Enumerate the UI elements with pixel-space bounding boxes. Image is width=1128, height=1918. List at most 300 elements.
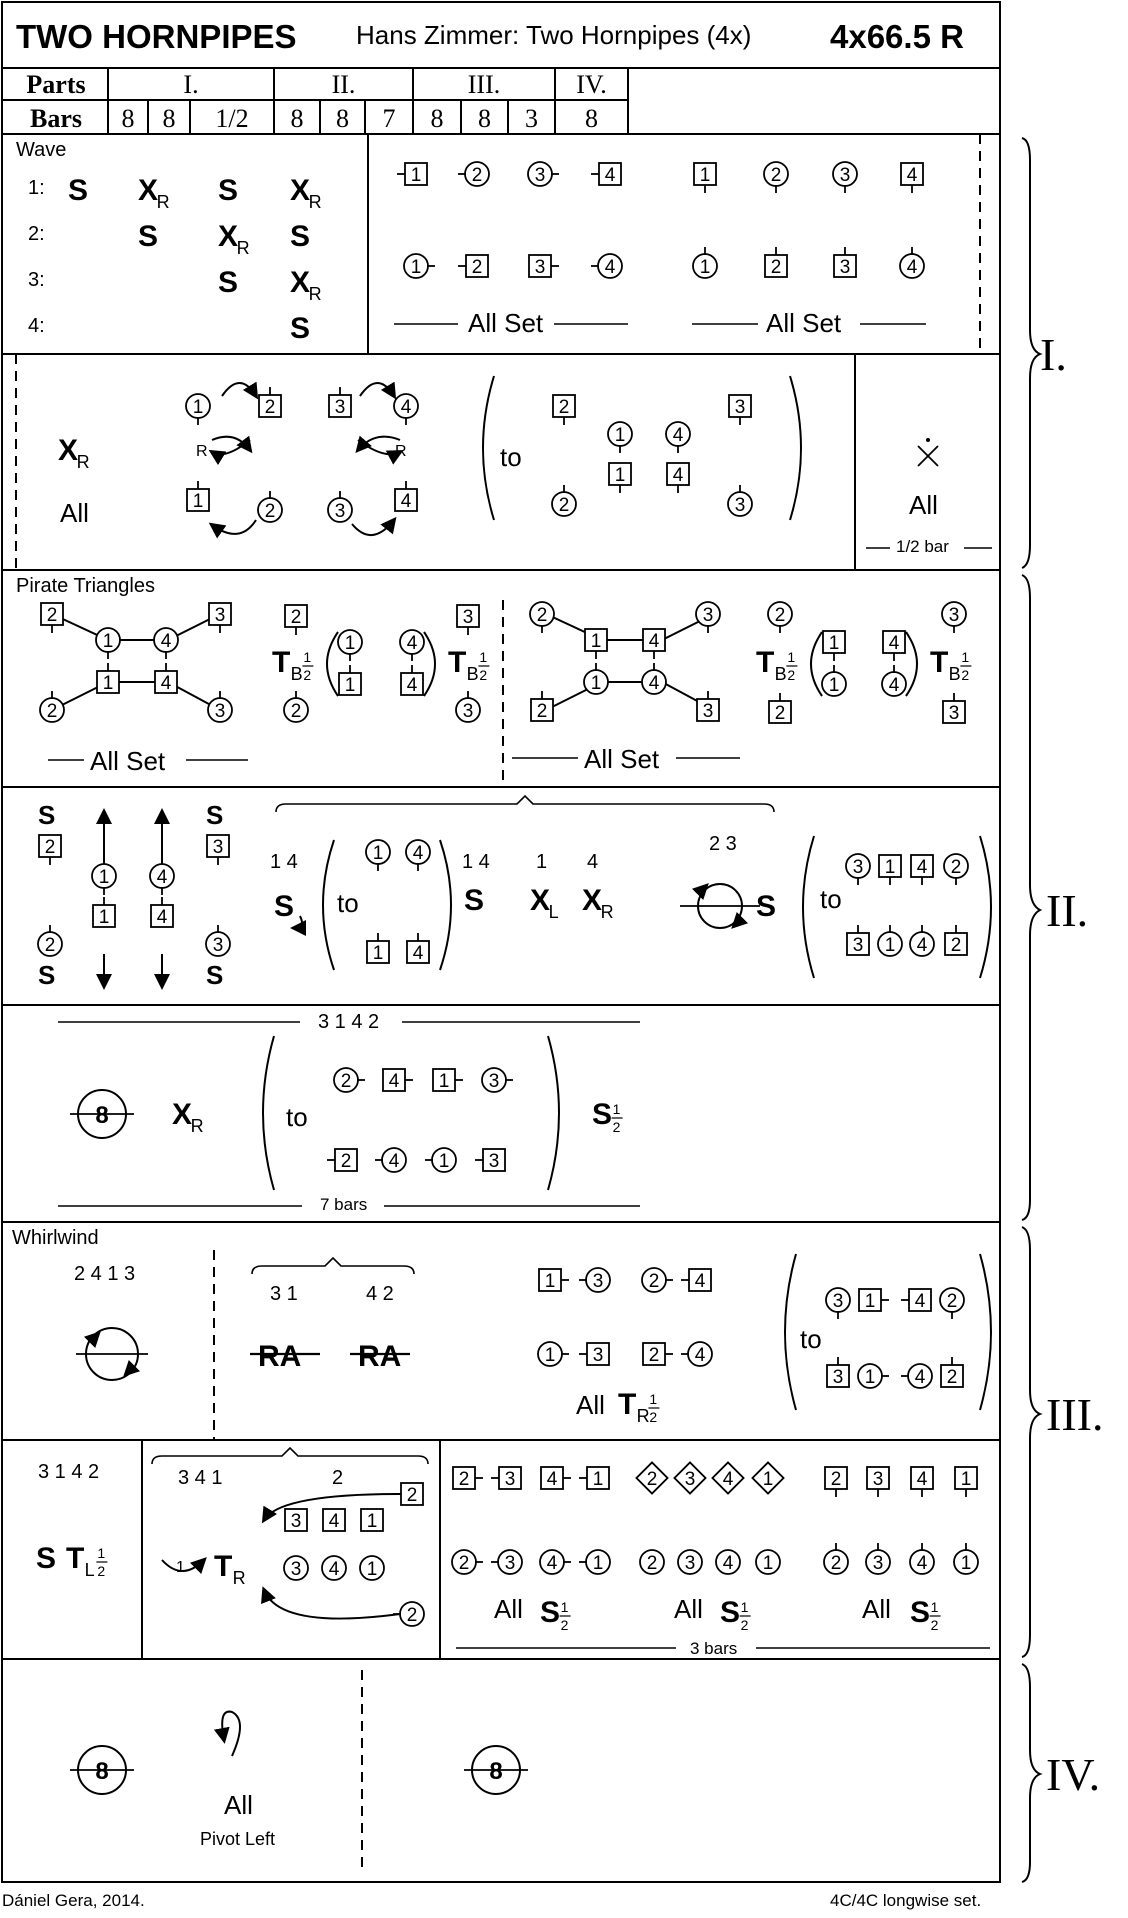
order-label: 2 4 1 3 [74,1263,136,1285]
dancer-number: 1 [884,857,896,878]
figure-symbol: T [214,1550,233,1583]
dancer-number: 2 [646,1553,658,1574]
figure-subscript: R [636,1406,650,1426]
part-3: III. [467,70,501,99]
dancer-number: 3 [832,1291,844,1312]
left-paren [263,1036,274,1190]
fraction-den: 2 [612,1119,621,1135]
set-type: 4C/4C longwise set. [830,1891,982,1910]
dancer-number: 1 [366,1559,378,1580]
fraction-num: 1 [303,649,312,665]
dancer-number: 3 [872,1553,884,1574]
right-paren [424,632,435,696]
dancer-number: 2 [44,837,56,858]
dancer-number: 3 [334,501,346,522]
dancer-number: 1 [828,633,840,654]
dancer-number: 3 [504,1469,516,1490]
dancer-number: 2 [406,1605,418,1626]
figure-symbol: T [66,1542,85,1575]
figure-subscript: R [232,1568,246,1588]
bar-count: 3 [525,104,538,133]
r-label: R [196,443,208,460]
figure-symbol: S [206,800,224,830]
formation-code: 4x66.5 R [830,18,964,55]
all-label: All [224,1790,253,1820]
to-label: to [337,888,359,918]
figure-symbol: X [530,884,551,917]
xr-all-label: All [60,498,89,528]
dancer-number: 4 [888,633,900,654]
dancer-numbers: 1 [536,851,548,873]
dancer-number: 3 [290,1559,302,1580]
section-label-4: IV. [1046,1749,1101,1800]
dancer-number: 1 [372,943,384,964]
figure-subscript: R [600,902,614,922]
dancer-number: 2 [830,1553,842,1574]
arc-arrow-icon [352,520,394,535]
dancer-number: 3 [684,1469,696,1490]
figure-symbol: S [206,960,224,990]
dancer-number: 4 [388,1151,400,1172]
dancer-number: 1 [762,1469,774,1490]
music-subtitle: Hans Zimmer: Two Hornpipes (4x) [356,20,752,50]
author-credit: Dániel Gera, 2014. [2,1891,145,1910]
dancer-number: 4 [388,1071,400,1092]
dancer-number: 1 [864,1367,876,1388]
figure-symbol: T [930,646,949,679]
dancer-number: 4 [400,491,412,512]
fraction-den: 2 [303,667,312,683]
bar-count: 8 [162,104,176,133]
dancer-number: 4 [888,675,900,696]
bar-count: 1/2 [215,104,249,133]
figure-symbol: T [618,1388,637,1421]
dancer-number: 1 [960,1469,972,1490]
figure-symbol: S [592,1098,613,1131]
cross-arrow-icon [212,440,250,454]
order-label: 3 1 [270,1283,298,1305]
pivot-arrow-icon [222,1712,240,1756]
dancer-number: 2 [558,495,570,516]
figure-subscript: B [466,664,479,684]
all-label: All [494,1594,523,1624]
dancer-number: 1 [410,165,422,186]
dancer-number: 2 [770,165,782,186]
dancer-number: 1 [699,165,711,186]
fraction-num: 1 [740,1599,749,1615]
wave-row-3: 3: [28,269,45,291]
dancer-number: 3 [534,165,546,186]
bracket-icon [152,1448,428,1464]
figure-subscript: R [190,1116,204,1136]
all-set-label: All Set [766,308,842,338]
dancer-number: 4 [604,165,616,186]
dancer-number: 2 [830,1469,842,1490]
dancer-number: 4 [906,165,918,186]
dancer-number: 3 [948,703,960,724]
dancer-number: 1 [592,1553,604,1574]
dancer-numbers: 1 4 [270,851,298,873]
bar-count: 7 [382,104,396,133]
dancer-number: 4 [156,907,168,928]
wave-label: Wave [16,139,67,161]
dancer-number: 1 [614,425,626,446]
fraction-num: 1 [961,649,970,665]
dancer-number: 4 [916,1469,928,1490]
dancer-number: 4 [604,257,616,278]
pivot-arrow-icon [294,916,302,928]
dancer-number: 2 [290,701,302,722]
dancer-number: 4 [160,673,172,694]
pirate-triangles-label: Pirate Triangles [16,575,155,597]
dancer-number: 1 [344,633,356,654]
eight-bar-number: 8 [95,1758,109,1785]
dancer-number: 4 [694,1345,706,1366]
right-paren [906,632,917,696]
left-paren [811,632,822,696]
order-label: 3 4 1 [178,1467,223,1489]
dancer-number: 3 [734,495,746,516]
dancer-number: 4 [906,257,918,278]
figure-symbol: S [138,220,159,253]
dancer-number: 4 [672,425,684,446]
dot-icon [926,438,930,442]
dancer-number: 3 [212,935,224,956]
arc-arrow-icon [212,520,256,534]
dancer-number: 2 [46,605,58,626]
dancer-number: 1 [98,867,110,888]
figure-subscript: B [774,664,787,684]
right-arm-label: RA [358,1340,402,1373]
dancer-number: 4 [916,1553,928,1574]
dancer-number: 3 [214,605,226,626]
bar-count: 8 [478,104,491,133]
dancer-number: 1 [192,491,204,512]
dancer-number: 4 [406,675,418,696]
dancer-number: 2 [648,1271,660,1292]
dancer-number: 4 [412,943,424,964]
left-paren [323,840,334,970]
dancer-number: 3 [684,1553,696,1574]
dancer-number: 3 [734,397,746,418]
dancer-number: 2 [264,501,276,522]
figure-subscript: R [236,238,250,258]
bar-count: 8 [121,104,135,133]
dancer-number: 1 [614,465,626,486]
all-set-label: All Set [468,308,544,338]
figure-subscript: R [308,192,322,212]
left-paren [803,836,814,978]
dancer-number: 4 [916,857,928,878]
dancer-number: 1 [410,257,422,278]
dancer-number: 4 [648,631,660,652]
dancer-number: 4 [160,631,172,652]
bar-count: 8 [290,104,304,133]
dancer-number: 2 [340,1151,352,1172]
fraction-den: 2 [479,667,488,683]
all-label: All [862,1594,891,1624]
dancer-number: 4 [672,465,684,486]
eight-bar-number: 8 [489,1758,503,1785]
dancer-number: 2 [946,1367,958,1388]
section-label-2: II. [1046,885,1089,936]
figure-subscript: L [84,1560,95,1580]
dancer-number: 2 [471,257,483,278]
dancer-number: 2 [290,607,302,628]
right-arm-label: RA [258,1340,302,1373]
dancer-number: 3 [214,701,226,722]
dancer-number: 1 [762,1553,774,1574]
figure-symbol: X [172,1098,193,1131]
pivot-left-label: Pivot Left [200,1829,276,1849]
figure-symbol: S [910,1596,931,1629]
cross-arrow-icon [358,440,400,454]
dancer-number: 1 [372,843,384,864]
dancer-number: 2 [46,701,58,722]
figure-symbol: S [218,266,239,299]
dancer-number: 3 [212,837,224,858]
bracket-icon [252,1258,414,1274]
all-set-label: All Set [584,744,660,774]
part-2: II. [331,70,356,99]
dancer-number: 4 [914,1291,926,1312]
right-paren [980,836,991,978]
dancer-number: 2 [406,1485,418,1506]
figure-symbol: X [218,220,239,253]
dancer-number: 1 [366,1511,378,1532]
whirlwind-label: Whirlwind [12,1227,99,1249]
fraction-num: 1 [97,1545,106,1561]
figure-symbol: X [290,174,311,207]
dancer-number: 1 [884,935,896,956]
dancer-number: 2 [950,857,962,878]
figure-symbol: S [756,890,777,923]
order-label: 2 [332,1467,344,1489]
arc-arrow-icon [264,1590,400,1619]
dancer-number: 3 [488,1071,500,1092]
figure-symbol: X [58,434,79,467]
bar-count: 8 [336,104,349,133]
fraction-num: 1 [930,1599,939,1615]
figure-symbol: S [38,800,56,830]
dancer-number: 3 [832,1367,844,1388]
dancer-number: 2 [536,701,548,722]
figure-subscript: R [156,192,170,212]
dancer-number: 1 [438,1071,450,1092]
dancer-number: 3 [462,701,474,722]
fraction-num: 1 [649,1391,658,1407]
wave-row-1: 1: [28,177,45,199]
wave-row-4: 4: [28,315,45,337]
dancer-number: 4 [406,633,418,654]
bracket-icon [276,796,774,812]
dancer-number: 1 [592,1469,604,1490]
dancer-number: 4 [328,1559,340,1580]
dancer-number: 3 [948,605,960,626]
dancer-numbers: 1 [176,1559,185,1576]
dancer-number: 3 [534,257,546,278]
dancer-number: 4 [412,843,424,864]
dancer-number: 1 [102,631,114,652]
dancer-number: 3 [592,1271,604,1292]
dancer-number: 3 [852,857,864,878]
to-label: to [800,1324,822,1354]
dancer-number: 3 [488,1151,500,1172]
left-paren [327,632,338,696]
to-label: to [286,1102,308,1132]
dancer-number: 3 [334,397,346,418]
dancer-number: 2 [774,703,786,724]
fraction-den: 2 [787,667,796,683]
r-label: R [395,443,407,460]
dancer-number: 1 [344,675,356,696]
three-bars-label: 3 bars [682,1640,745,1657]
figure-symbol: T [756,646,775,679]
figure-symbol: S [274,890,295,923]
half-bar-label: 1/2 bar [896,537,949,556]
dancer-number: 2 [774,605,786,626]
bars-row-label: Bars [30,104,82,133]
fraction-den: 2 [97,1563,106,1579]
figure-subscript: B [290,664,303,684]
fraction-num: 1 [787,649,796,665]
arc-arrow-icon [222,383,256,396]
part-1: I. [183,70,199,99]
dancer-number: 4 [546,1469,558,1490]
fraction-den: 2 [649,1409,658,1425]
dancer-number: 1 [699,257,711,278]
figure-subscript: R [76,452,90,472]
fraction-den: 2 [961,667,970,683]
to-label: to [500,442,522,472]
figure-symbol: T [448,646,467,679]
figure-subscript: L [548,902,559,922]
dancer-number: 1 [590,631,602,652]
dancer-number: 4 [694,1271,706,1292]
section-label-3: III. [1046,1389,1104,1440]
figure-symbol: S [38,960,56,990]
dancer-number: 1 [828,675,840,696]
figure-symbol: S [36,1542,57,1575]
dancer-number: 1 [960,1553,972,1574]
dancer-number: 1 [544,1271,556,1292]
fraction-num: 1 [612,1101,621,1117]
left-paren [785,1254,796,1410]
dancer-numbers: 2 3 [709,833,737,855]
cross-all-label: All [909,490,938,520]
figure-symbol: S [290,220,311,253]
fraction-den: 2 [930,1617,939,1633]
figure-symbol: S [218,174,239,207]
dancer-number: 3 [504,1553,516,1574]
order-label: 3 1 4 2 [38,1461,100,1483]
right-paren [440,840,451,970]
dance-title: TWO HORNPIPES [16,18,297,55]
parts-row-label: Parts [26,70,86,99]
dancer-numbers: 1 4 [462,851,490,873]
dancer-number: 1 [544,1345,556,1366]
order-label: 4 2 [366,1283,394,1305]
dancer-number: 3 [592,1345,604,1366]
right-paren [980,1254,991,1410]
dancer-number: 2 [558,397,570,418]
figure-subscript: R [308,284,322,304]
dancer-number: 3 [702,605,714,626]
dancer-number: 4 [722,1553,734,1574]
dancer-number: 1 [98,907,110,928]
bar-count: 8 [430,104,444,133]
fraction-den: 2 [740,1617,749,1633]
dancer-number: 2 [458,1469,470,1490]
seven-bars-label: 7 bars [312,1196,375,1213]
arc-arrow-icon [360,383,394,396]
dancer-number: 3 [290,1511,302,1532]
dancer-number: 3 [462,607,474,628]
dancer-number: 2 [946,1291,958,1312]
order-label: 3 1 4 2 [310,1012,387,1032]
dancer-number: 2 [536,605,548,626]
figure-symbol: X [138,174,159,207]
figure-symbol: X [290,266,311,299]
dancer-number: 1 [438,1151,450,1172]
dancer-number: 4 [916,935,928,956]
dancer-numbers: 4 [587,851,599,873]
right-paren [548,1036,559,1190]
figure-symbol: X [582,884,603,917]
right-paren [790,376,801,520]
section-label-1: I. [1040,329,1067,380]
figure-symbol: S [540,1596,561,1629]
all-label: All [576,1390,605,1420]
dancer-number: 2 [770,257,782,278]
left-paren [483,376,494,520]
all-set-label: All Set [90,746,166,776]
fraction-den: 2 [560,1617,569,1633]
dancer-number: 3 [702,701,714,722]
dancer-number: 4 [328,1511,340,1532]
dancer-number: 2 [648,1345,660,1366]
dancer-number: 4 [400,397,412,418]
figure-subscript: B [948,664,961,684]
dancer-number: 4 [546,1553,558,1574]
dancer-number: 1 [864,1291,876,1312]
dancer-number: 4 [648,673,660,694]
dancer-number: 1 [192,397,204,418]
dancer-number: 2 [950,935,962,956]
figure-symbol: S [720,1596,741,1629]
dancer-number: 4 [914,1367,926,1388]
fraction-num: 1 [560,1599,569,1615]
dancer-number: 3 [872,1469,884,1490]
dancer-number: 1 [102,673,114,694]
figure-symbol: S [68,174,89,207]
part-4: IV. [576,70,607,99]
figure-symbol: S [290,312,311,345]
dancer-number: 4 [156,867,168,888]
all-label: All [674,1594,703,1624]
dancer-number: 3 [852,935,864,956]
dancer-number: 2 [264,397,276,418]
dancer-number: 3 [839,165,851,186]
to-label: to [820,884,842,914]
figure-symbol: T [272,646,291,679]
dancer-number: 2 [646,1469,658,1490]
figure-symbol: S [464,884,485,917]
fraction-num: 1 [479,649,488,665]
dancer-number: 2 [44,935,56,956]
dancer-number: 2 [340,1071,352,1092]
dancer-number: 2 [458,1553,470,1574]
